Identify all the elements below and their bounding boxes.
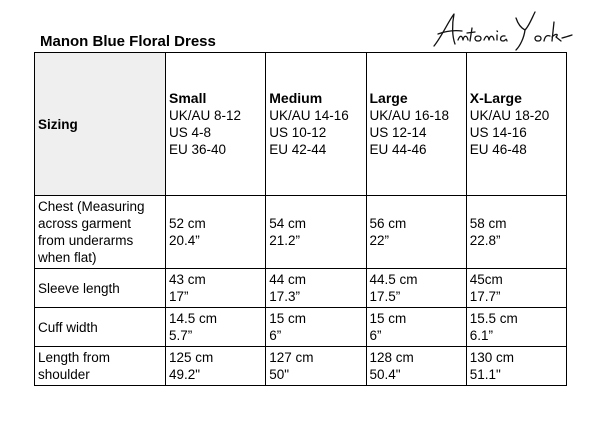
table-cell	[166, 196, 266, 269]
table-cell	[466, 269, 566, 308]
imperial-value: 20.4”	[169, 233, 200, 248]
size-column-medium	[266, 53, 366, 196]
table-cell	[266, 308, 366, 347]
size-conversion: EU 46-48	[469, 142, 527, 157]
table-cell	[366, 347, 466, 386]
imperial-value: 6”	[269, 328, 282, 343]
table-row-length-from-shoulder	[35, 347, 567, 386]
row-label-sleeve-length	[35, 269, 166, 308]
metric-value: 43 cm	[169, 272, 206, 287]
table-cell	[166, 308, 266, 347]
size-column-large	[366, 53, 466, 196]
imperial-value: 22.8”	[469, 233, 501, 248]
size-conversion: US 14-16	[469, 125, 527, 140]
size-conversion: EU 36-40	[169, 142, 227, 157]
imperial-value: 17.7”	[469, 289, 501, 304]
table-cell	[266, 196, 366, 269]
row-label-line: across garment	[38, 216, 132, 231]
metric-value: 52 cm	[169, 216, 206, 231]
row-label-length-from-shoulder	[35, 347, 166, 386]
size-name: Medium	[269, 90, 323, 106]
row-label-line: Length from	[38, 350, 111, 365]
table-row-chest	[35, 196, 567, 269]
size-conversion: UK/AU 8-12	[169, 108, 242, 123]
size-name: Large	[369, 90, 408, 106]
table-row-cuff-width	[35, 308, 567, 347]
table-cell	[466, 196, 566, 269]
row-label-line: Sleeve length	[38, 280, 120, 296]
row-label-line: when flat)	[38, 250, 97, 265]
size-conversion: US 12-14	[369, 125, 427, 140]
imperial-value: 6.1”	[469, 328, 494, 343]
brand-signature-logo	[428, 8, 574, 52]
metric-value: 128 cm	[369, 350, 414, 365]
table-cell	[366, 269, 466, 308]
metric-value: 54 cm	[269, 216, 307, 231]
product-title: Manon Blue Floral Dress	[40, 33, 216, 50]
imperial-value: 6”	[369, 328, 382, 343]
imperial-value: 17.3”	[269, 289, 301, 304]
table-cell	[266, 347, 366, 386]
row-label-cuff-width	[35, 308, 166, 347]
metric-value: 15 cm	[269, 311, 307, 326]
size-chart-table	[34, 52, 567, 386]
table-cell	[466, 347, 566, 386]
metric-value: 130 cm	[469, 350, 515, 365]
imperial-value: 22”	[369, 233, 390, 248]
metric-value: 125 cm	[169, 350, 214, 365]
table-cell	[166, 269, 266, 308]
size-conversion: EU 42-44	[269, 142, 327, 157]
row-label-line: Cuff width	[38, 319, 98, 335]
imperial-value: 49.2"	[169, 367, 201, 382]
sizing-corner-label: Sizing	[35, 53, 166, 196]
metric-value: 127 cm	[269, 350, 314, 365]
imperial-value: 50"	[269, 367, 290, 382]
metric-value: 56 cm	[369, 216, 407, 231]
size-conversion: EU 44-46	[369, 142, 427, 157]
row-label-line: shoulder	[38, 367, 90, 382]
row-label-line: Chest (Measuring	[38, 199, 145, 214]
table-header-row	[35, 53, 567, 196]
imperial-value: 17.5”	[369, 289, 401, 304]
metric-value: 58 cm	[469, 216, 507, 231]
size-name: X-Large	[469, 90, 522, 106]
metric-value: 15 cm	[369, 311, 407, 326]
table-cell	[466, 308, 566, 347]
size-conversion: UK/AU 14-16	[269, 108, 349, 123]
size-conversion: US 4-8	[169, 125, 212, 140]
size-name: Small	[169, 90, 207, 106]
imperial-value: 17”	[169, 289, 189, 304]
metric-value: 15.5 cm	[469, 311, 518, 326]
row-label-line: from underarms	[38, 233, 134, 248]
table-row-sleeve-length	[35, 269, 567, 308]
row-label-chest	[35, 196, 166, 269]
size-conversion: US 10-12	[269, 125, 327, 140]
size-conversion: UK/AU 18-20	[469, 108, 550, 123]
metric-value: 44.5 cm	[369, 272, 418, 287]
table-cell	[366, 196, 466, 269]
imperial-value: 50.4"	[369, 367, 401, 382]
metric-value: 14.5 cm	[169, 311, 218, 326]
imperial-value: 5.7”	[169, 328, 193, 343]
imperial-value: 21.2”	[269, 233, 301, 248]
metric-value: 45cm	[469, 272, 503, 287]
table-cell	[166, 347, 266, 386]
size-column-x-large	[466, 53, 566, 196]
size-column-small	[166, 53, 266, 196]
metric-value: 44 cm	[269, 272, 307, 287]
imperial-value: 51.1"	[469, 367, 501, 382]
size-conversion: UK/AU 16-18	[369, 108, 450, 123]
table-cell	[266, 269, 366, 308]
table-cell	[366, 308, 466, 347]
